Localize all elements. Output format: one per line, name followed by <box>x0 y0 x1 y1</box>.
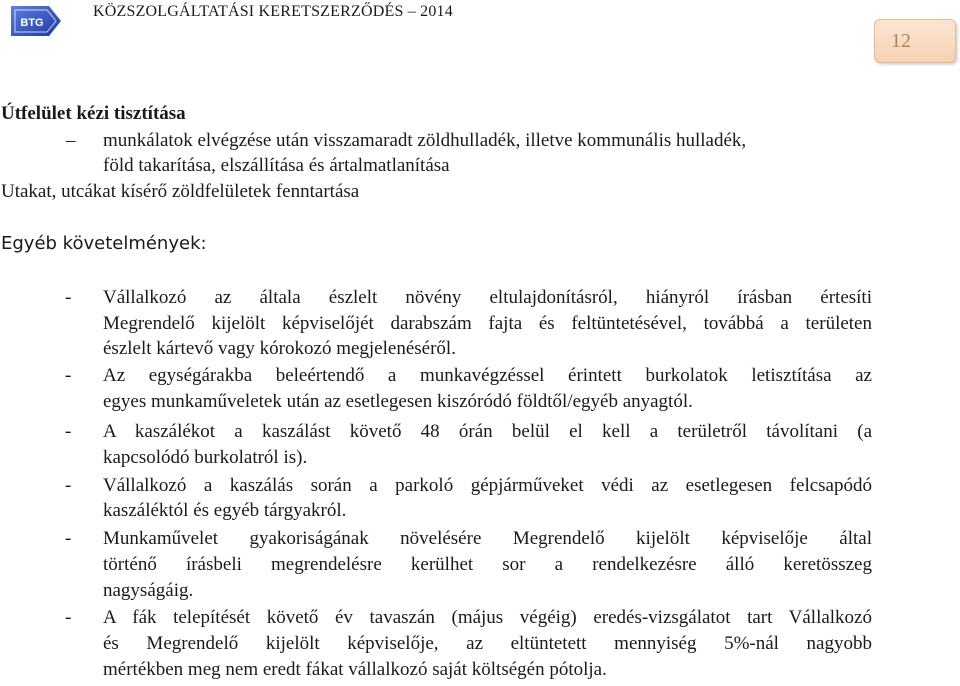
section1-text-line: munkálatok elvégzése után visszamaradt zöldhulladék, illetve kommunális hulladék, <box>103 130 747 151</box>
page-number-badge <box>874 19 956 63</box>
section-heading-road-cleaning: Útfelület kézi tisztítása <box>1 103 186 124</box>
list-item-line: Vállalkozó az általa észlelt növény eltulajdonításról, hiányról írásban értesíti <box>103 287 872 308</box>
list-item-line: történő írásbeli megrendelésre kerülhet sor a rendelkezésre álló keretösszeg <box>103 554 872 575</box>
list-item-line: nagyságáig. <box>103 580 194 601</box>
document-header-title: KÖZSZOLGÁLTATÁSI KERETSZERZŐDÉS – 2014 <box>93 3 453 20</box>
list-bullet: - <box>65 607 72 628</box>
list-bullet: - <box>65 365 72 386</box>
list-bullet: - <box>65 287 72 308</box>
section-heading-green-areas: Utakat, utcákat kísérő zöldfelületek fenntartása <box>1 181 360 202</box>
list-bullet: - <box>65 528 72 549</box>
section1-text-line: föld takarítása, elszállítása és ártalmatlanítása <box>103 155 450 176</box>
list-item-line: és Megrendelő kijelölt képviselője, az eltüntetett mennyiség 5%-nál nagyobb <box>103 633 872 654</box>
logo-text: BTG <box>20 17 44 29</box>
list-bullet: - <box>65 475 72 496</box>
list-item-line: kaszáléktól és egyéb tárgyakról. <box>103 500 347 521</box>
list-item-line: Munkaművelet gyakoriságának növelésére Megrendelő kijelölt képviselője által <box>103 528 872 549</box>
page-number: 12 <box>891 30 911 52</box>
list-item-line: A fák telepítését követő év tavaszán (május végéig) eredés-vizsgálatot tart Vállalkozó <box>103 607 872 628</box>
requirements-heading: Egyéb követelmények: <box>1 233 207 254</box>
list-item-line: kapcsolódó burkolatról is). <box>103 447 308 468</box>
list-item-line: Vállalkozó a kaszálás során a parkoló gépjárműveket védi az esetlegesen felcsapódó <box>103 475 872 496</box>
list-item-line: Megrendelő kijelölt képviselőjét darabszám fajta és feltüntetésével, továbbá a területen <box>103 313 872 334</box>
list-bullet: - <box>65 421 72 442</box>
btg-logo <box>9 4 63 38</box>
dash-bullet: – <box>66 130 76 151</box>
list-item-line: A kaszálékot a kaszálást követő 48 órán belül el kell a területről távolítani (a <box>103 421 872 442</box>
list-item-line: mértékben meg nem eredt fákat vállalkozó saját költségén pótolja. <box>103 659 607 680</box>
list-item-line: Az egységárakba beleértendő a munkavégzéssel érintett burkolatok letisztítása az <box>103 365 872 386</box>
list-item-line: egyes munkaműveletek után az esetlegesen kiszóródó földtől/egyéb anyagtól. <box>103 391 693 412</box>
list-item-line: észlelt kártevő vagy kórokozó megjelenéséről. <box>103 338 456 359</box>
